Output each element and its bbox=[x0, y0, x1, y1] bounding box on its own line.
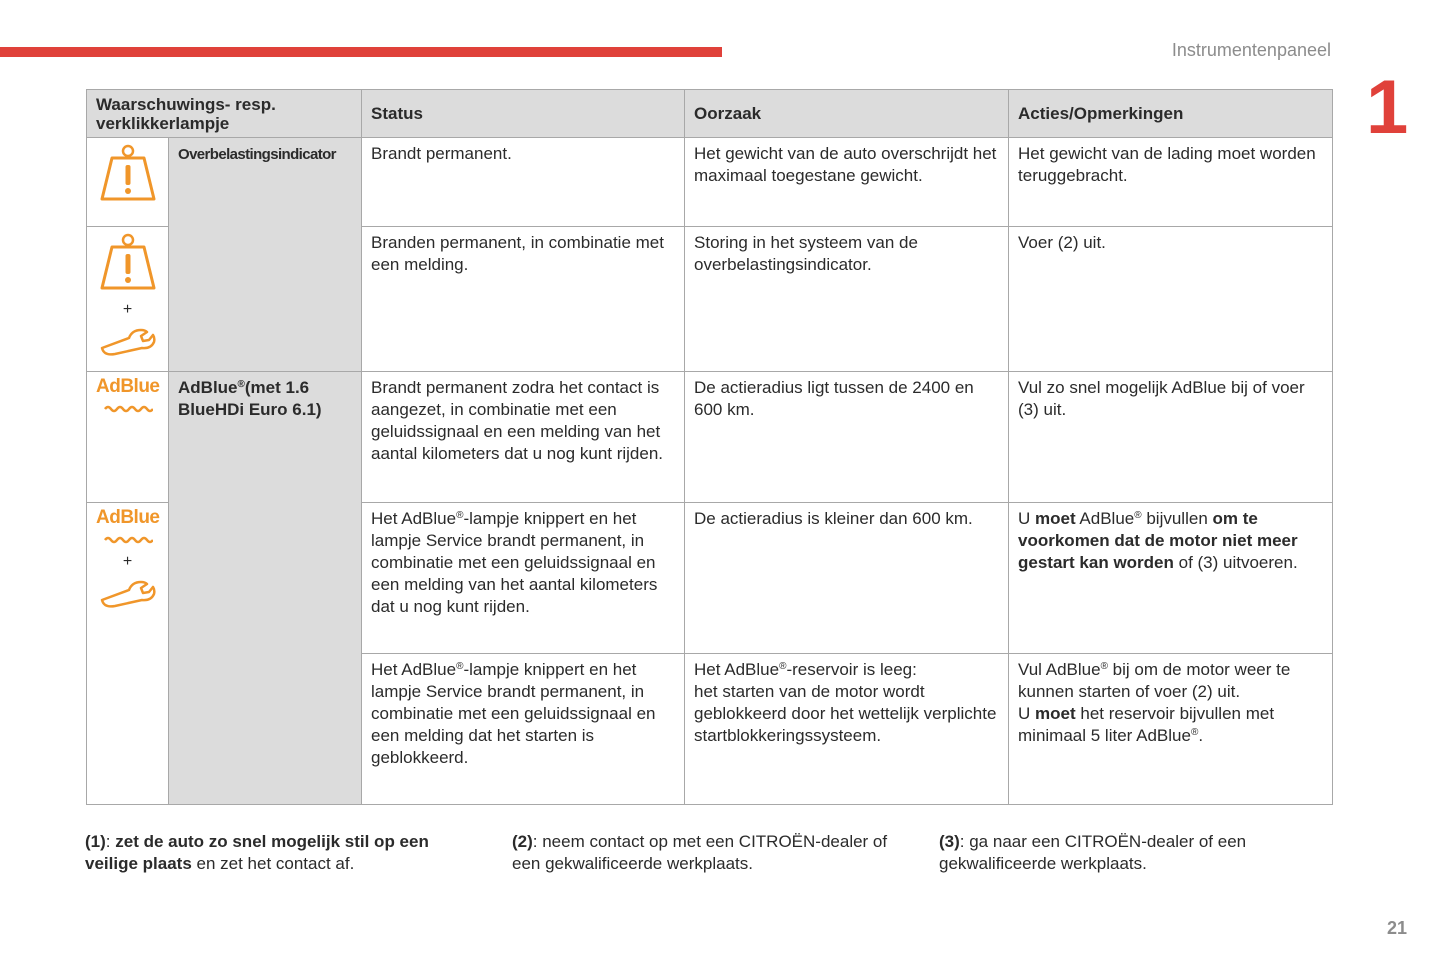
wrench-service-icon bbox=[99, 578, 157, 608]
column-header-status: Status bbox=[362, 90, 685, 138]
table-header-row bbox=[87, 90, 1333, 138]
footnote-2: (2): neem contact op met een CITROËN-dealer of een gekwalificeerde werkplaats. bbox=[512, 832, 888, 873]
header-accent-bar bbox=[0, 47, 722, 57]
action-cell: U moet AdBlue® bijvullen om te voorkomen dat de motor niet meer gestart kan worden of (3) uitvoeren. bbox=[1009, 503, 1333, 654]
column-header-cause: Oorzaak bbox=[685, 90, 1009, 138]
cause-cell: Het AdBlue®-reservoir is leeg: het starten van de motor wordt geblokkeerd door het wettelijk verplichte startblokkeringssysteem. bbox=[685, 654, 1009, 805]
cause-cell: De actieradius ligt tussen de 2400 en 600 km. bbox=[685, 372, 1009, 503]
adblue-icon bbox=[96, 508, 160, 550]
column-header-lamp: Waarschuwings- resp. verklikkerlampje bbox=[87, 90, 362, 138]
adblue-indicator-name: AdBlue®(met 1.6 BlueHDi Euro 6.1) bbox=[169, 372, 362, 805]
status-cell: Brandt permanent. bbox=[362, 138, 685, 227]
overload-indicator-name: Overbelastingsindicator bbox=[169, 138, 362, 372]
plus-sign: + bbox=[122, 553, 133, 570]
status-cell: Brandt permanent zodra het contact is aangezet, in combinatie met een geluidssignaal en een melding van het aantal kilometers dat u nog kunt rijden. bbox=[362, 372, 685, 503]
overload-service-icon-cell bbox=[87, 227, 169, 372]
table-row bbox=[87, 138, 1333, 227]
action-cell: Vul AdBlue® bij om de motor weer te kunnen starten of voer (2) uit. U moet het reservoir bijvullen met minimaal 5 liter AdBlue®. bbox=[1009, 654, 1333, 805]
chapter-number: 1 bbox=[1366, 65, 1409, 150]
footnote-3: (3): ga naar een CITROËN-dealer of een gekwalificeerde werkplaats. bbox=[939, 832, 1247, 873]
status-cell: Het AdBlue®-lampje knippert en het lampje Service brandt permanent, in combinatie met een geluidssignaal en een melding dat het starten is geblokkeerd. bbox=[362, 654, 685, 805]
overload-warning-icon bbox=[98, 232, 158, 292]
page-number: 21 bbox=[1386, 918, 1407, 938]
cause-cell: Storing in het systeem van de overbelastingsindicator. bbox=[685, 227, 1009, 372]
adblue-service-icon-cell bbox=[87, 503, 169, 805]
adblue-wave-icon bbox=[103, 536, 153, 544]
action-cell: Vul zo snel mogelijk AdBlue bij of voer (3) uit. bbox=[1009, 372, 1333, 503]
adblue-wave-icon bbox=[103, 405, 153, 413]
plus-sign: + bbox=[122, 301, 133, 318]
adblue-logo-text: AdBlue bbox=[96, 376, 160, 397]
warning-lights-table bbox=[86, 89, 1333, 805]
adblue-icon-cell bbox=[87, 372, 169, 503]
action-cell: Voer (2) uit. bbox=[1009, 227, 1333, 372]
adblue-logo-text: AdBlue bbox=[96, 507, 160, 528]
wrench-service-icon bbox=[99, 326, 157, 356]
status-cell: Branden permanent, in combinatie met een melding. bbox=[362, 227, 685, 372]
table-row bbox=[87, 372, 1333, 503]
cause-cell: De actieradius is kleiner dan 600 km. bbox=[685, 503, 1009, 654]
adblue-icon bbox=[96, 377, 160, 419]
status-cell: Het AdBlue®-lampje knippert en het lampje Service brandt permanent, in combinatie met een geluidssignaal en een melding van het aantal kilometers dat u nog kunt rijden. bbox=[362, 503, 685, 654]
section-title: Instrumentenpaneel bbox=[1171, 40, 1331, 60]
overload-icon-cell bbox=[87, 138, 169, 227]
footnote-1: (1): zet de auto zo snel mogelijk stil op een veilige plaats en zet het contact af. bbox=[85, 832, 429, 873]
cause-cell: Het gewicht van de auto overschrijdt het maximaal toegestane gewicht. bbox=[685, 138, 1009, 227]
column-header-actions: Acties/Opmerkingen bbox=[1009, 90, 1333, 138]
overload-warning-icon bbox=[98, 143, 158, 203]
action-cell: Het gewicht van de lading moet worden teruggebracht. bbox=[1009, 138, 1333, 227]
